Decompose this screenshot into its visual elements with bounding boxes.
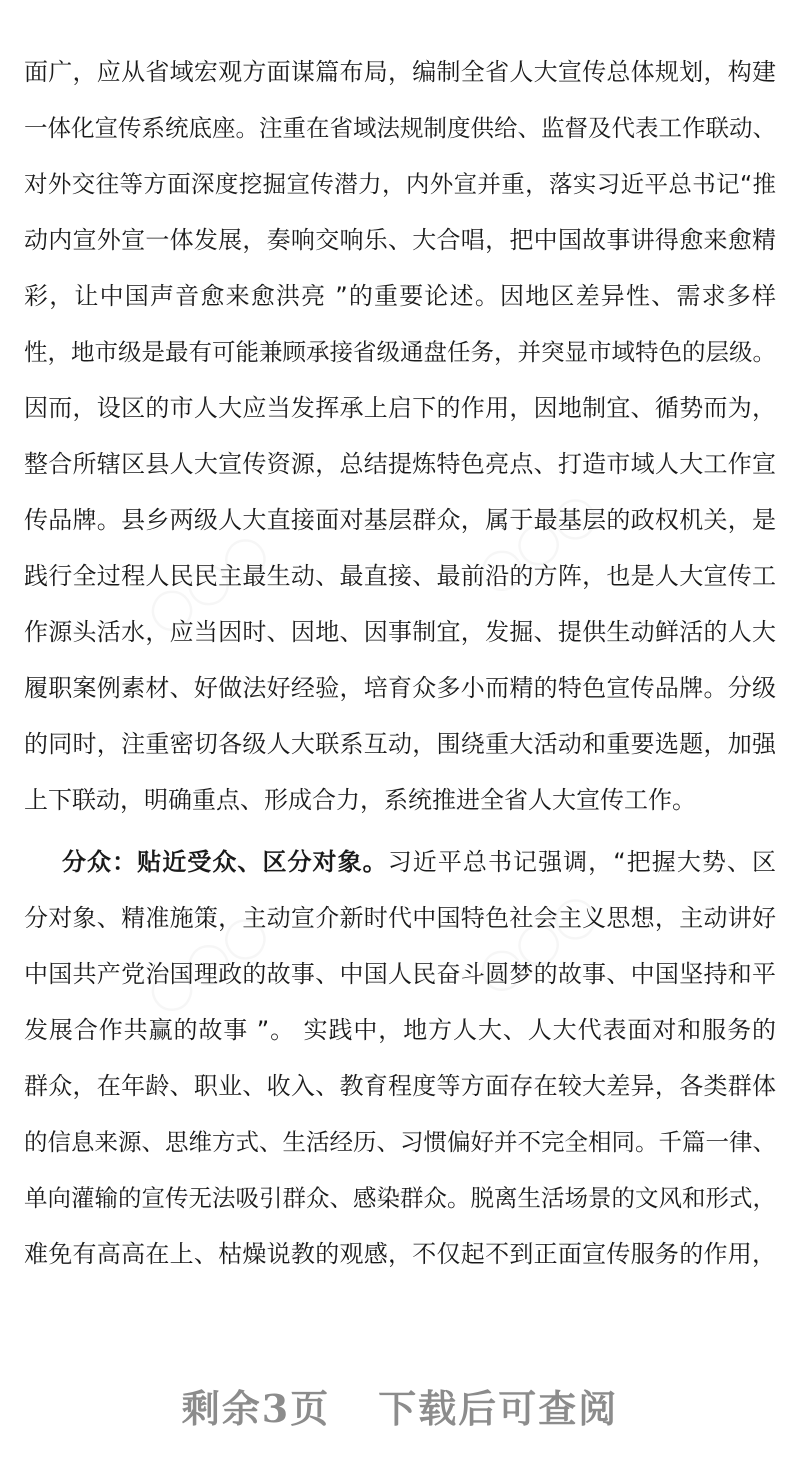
text-line: 作源头活水，应当因时、因地、因事制宜，发掘、提供生动鲜活的人大 xyxy=(24,618,776,646)
text-line: 因而，设区的市人大应当发挥承上启下的作用，因地制宜、循势而为， xyxy=(24,394,776,422)
text-line: 对外交往等方面深度挖掘宣传潜力，内外宣并重，落实习近平总书记“推 xyxy=(24,170,776,198)
text-line: 动内宣外宣一体发展，奏响交响乐、大合唱，把中国故事讲得愈来愈精 xyxy=(24,226,776,254)
text-line: 上下联动，明确重点、形成合力，系统推进全省人大宣传工作。 xyxy=(24,786,696,814)
text-line: 整合所辖区县人大宣传资源，总结提炼特色亮点、打造市域人大工作宣 xyxy=(24,450,776,478)
download-to-view-label: 下载后可查阅 xyxy=(378,1386,619,1431)
text-line: 群众，在年龄、职业、收入、教育程度等方面存在较大差异，各类群体 xyxy=(24,1072,776,1100)
text-line: 传品牌。县乡两级人大直接面对基层群众，属于最基层的政权机关，是 xyxy=(24,506,776,534)
text-line: 单向灌输的宣传无法吸引群众、感染群众。脱离生活场景的文风和形式， xyxy=(24,1184,776,1212)
text-segment: 习近平总书记强调，“把握大势、区 xyxy=(387,848,776,876)
paragraph-1 xyxy=(24,44,776,828)
paragraph-2 xyxy=(24,834,776,1282)
section-heading: 分众：贴近受众、区分对象。 xyxy=(62,848,388,876)
remaining-pages-label: 剩余3页 xyxy=(181,1386,331,1431)
text-line: 一体化宣传系统底座。注重在省域法规制度供给、监督及代表工作联动、 xyxy=(24,114,776,142)
text-line: 履职案例素材、好做法好经验，培育众多小而精的特色宣传品牌。分级 xyxy=(24,674,776,702)
text-line: 的信息来源、思维方式、生活经历、习惯偏好并不完全相同。千篇一律、 xyxy=(24,1128,776,1156)
document-body xyxy=(24,44,776,1282)
text-line: 性，地市级是最有可能兼顾承接省级通盘任务，并突显市域特色的层级。 xyxy=(24,338,776,366)
download-prompt[interactable] xyxy=(0,1378,800,1433)
text-line: 中国共产党治国理政的故事、中国人民奋斗圆梦的故事、中国坚持和平 xyxy=(24,960,776,988)
text-line: 难免有高高在上、枯燥说教的观感，不仅起不到正面宣传服务的作用， xyxy=(24,1240,776,1268)
text-line: 的同时，注重密切各级人大联系互动，围绕重大活动和重要选题，加强 xyxy=(24,730,776,758)
text-line: 面广，应从省域宏观方面谋篇布局，编制全省人大宣传总体规划，构建 xyxy=(24,58,776,86)
text-line: 发展合作共赢的故事 ”。 实践中，地方人大、人大代表面对和服务的 xyxy=(24,1016,776,1044)
text-line: 践行全过程人民民主最生动、最直接、最前沿的方阵，也是人大宣传工 xyxy=(24,562,776,590)
text-line: 彩，让中国声音愈来愈洪亮 ”的重要论述。因地区差异性、需求多样 xyxy=(24,282,776,310)
text-line: 分对象、精准施策，主动宣介新时代中国特色社会主义思想，主动讲好 xyxy=(24,904,776,932)
paragraph-first-line xyxy=(24,834,776,890)
